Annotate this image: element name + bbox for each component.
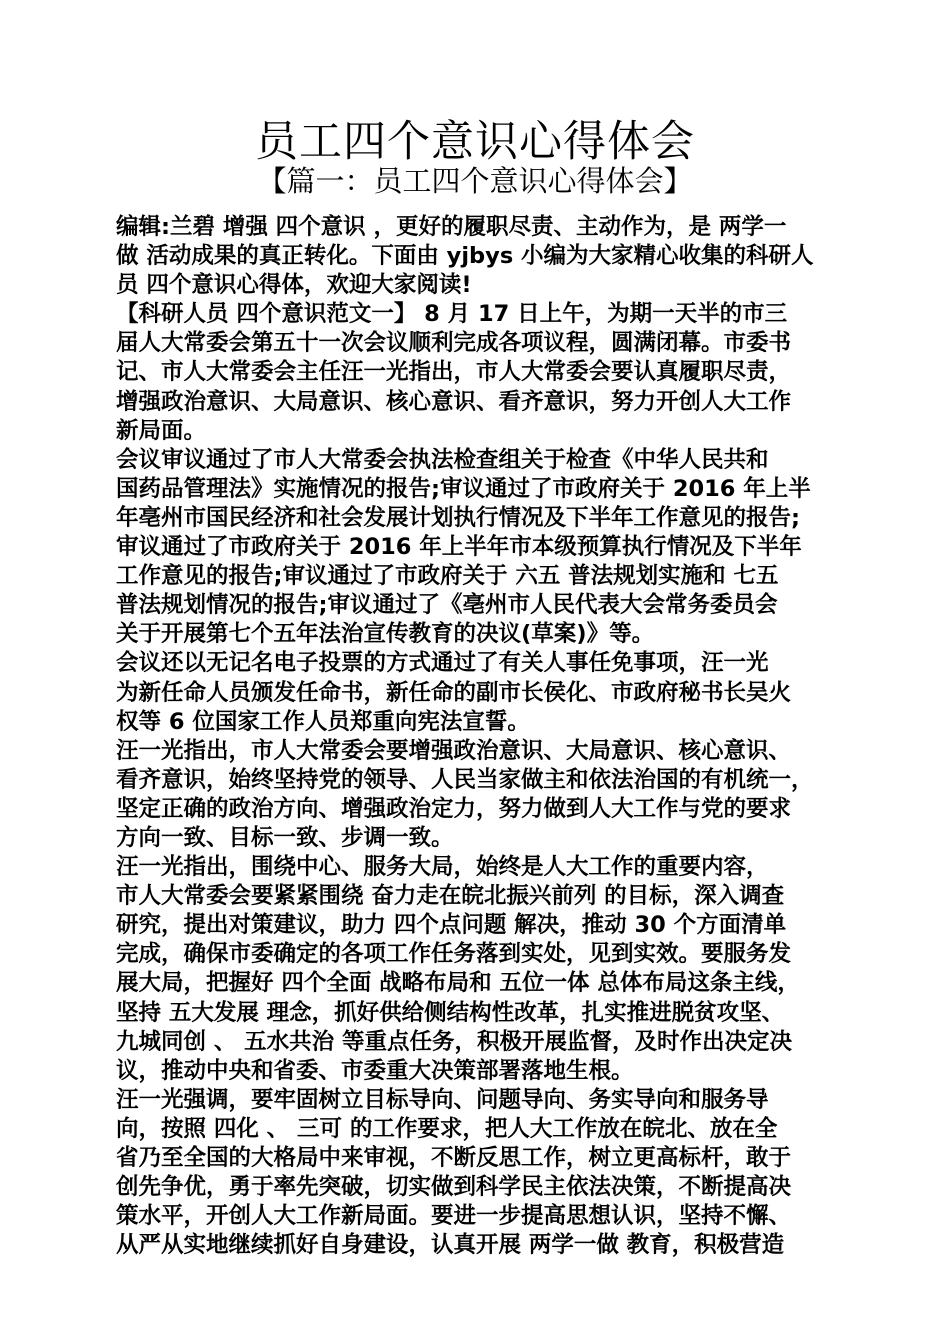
text-line: 新局面。: [116, 417, 207, 444]
text-line: 【科研人员 四个意识范文一】 8 月 17 日上午，为期一天半的市三: [116, 301, 788, 328]
text-line: 记、市人大常委会主任汪一光指出，市人大常委会要认真履职尽责，: [116, 359, 792, 386]
text-line: 市人大常委会要紧紧围绕 奋力走在皖北振兴前列 的目标，深入调查: [116, 883, 785, 910]
text-line: 研究，提出对策建议，助力 四个点问题 解决，推动 30 个方面清单: [116, 912, 787, 939]
text-line: 汪一光强调，要牢固树立目标导向、问题导向、务实导向和服务导: [116, 1086, 769, 1113]
text-line: 关于开展第七个五年法治宣传教育的决议(草案)》等。: [116, 621, 655, 648]
text-line: 会议审议通过了市人大常委会执法检查组关于检查《中华人民共和: [116, 446, 769, 473]
text-line: 国药品管理法》实施情况的报告;审议通过了市政府关于 2016 年上半: [116, 475, 811, 502]
text-line: 汪一光指出，市人大常委会要增强政治意识、大局意识、核心意识、: [116, 737, 792, 764]
text-line: 届人大常委会第五十一次会议顺利完成各项议程，圆满闭幕。市委书: [116, 330, 792, 357]
text-line: 议，推动中央和省委、市委重大决策部署落地生根。: [116, 1057, 634, 1084]
text-line: 会议还以无记名电子投票的方式通过了有关人事任免事项，汪一光: [116, 650, 769, 677]
text-line: 省乃至全国的大格局中来审视，不断反思工作，树立更高标杆，敢于: [116, 1145, 792, 1171]
text-line: 为新任命人员颁发任命书，新任命的副市长侯化、市政府秘书长吴火: [116, 679, 792, 706]
text-line: 看齐意识，始终坚持党的领导、人民当家做主和依法治国的有机统一，: [116, 766, 814, 793]
text-line: 创先争优，勇于率先突破，切实做到科学民主依法决策，不断提高决: [116, 1174, 792, 1201]
text-line: 坚定正确的政治方向、增强政治定力，努力做到人大工作与党的要求: [116, 795, 792, 822]
text-line: 年亳州市国民经济和社会发展计划执行情况及下半年工作意见的报告;: [116, 504, 800, 531]
text-line: 普法规划情况的报告;审议通过了《亳州市人民代表大会常务委员会: [116, 592, 778, 619]
text-line: 做 活动成果的真正转化。下面由 yjbys 小编为大家精心收集的科研人: [116, 243, 814, 270]
text-line: 展大局，把握好 四个全面 战略布局和 五位一体 总体布局这条主线，: [116, 970, 800, 997]
text-line: 员 四个意识心得体，欢迎大家阅读!: [116, 272, 472, 299]
text-line: 审议通过了市政府关于 2016 年上半年市本级预算执行情况及下半年: [116, 534, 802, 561]
text-line: 增强政治意识、大局意识、核心意识、看齐意识，努力开创人大工作: [116, 388, 792, 415]
text-line: 工作意见的报告;审议通过了市政府关于 六五 普法规划实施和 七五: [116, 563, 779, 590]
document-body: [116, 213, 846, 1260]
document-title: 员工四个意识心得体会: [255, 117, 695, 167]
document-subtitle: 【篇一：员工四个意识心得体会】: [257, 164, 693, 198]
text-line: 汪一光指出，围绕中心、服务大局，始终是人大工作的重要内容，: [116, 854, 769, 881]
text-line: 策水平，开创人大工作新局面。要进一步提高思想认识，坚持不懈、: [116, 1203, 792, 1230]
text-line: 向，按照 四化 、 三可 的工作要求，把人大工作放在皖北、放在全: [116, 1115, 778, 1142]
text-line: 方向一致、目标一致、步调一致。: [116, 824, 454, 851]
text-line: 完成，确保市委确定的各项工作任务落到实处，见到实效。要服务发: [116, 941, 792, 968]
text-line: 九城同创 、 五水共治 等重点任务，积极开展监督，及时作出决定决: [116, 1028, 793, 1055]
text-line: 从严从实地继续抓好自身建设，认真开展 两学一做 教育，积极营造: [116, 1232, 785, 1259]
text-line: 权等 6 位国家工作人员郑重向宪法宣誓。: [116, 708, 530, 735]
text-line: 坚持 五大发展 理念，抓好供给侧结构性改革，扎实推进脱贫攻坚、: [116, 999, 785, 1026]
text-line: 编辑:兰碧 增强 四个意识 ，更好的履职尽责、主动作为，是 两学一: [116, 214, 787, 240]
